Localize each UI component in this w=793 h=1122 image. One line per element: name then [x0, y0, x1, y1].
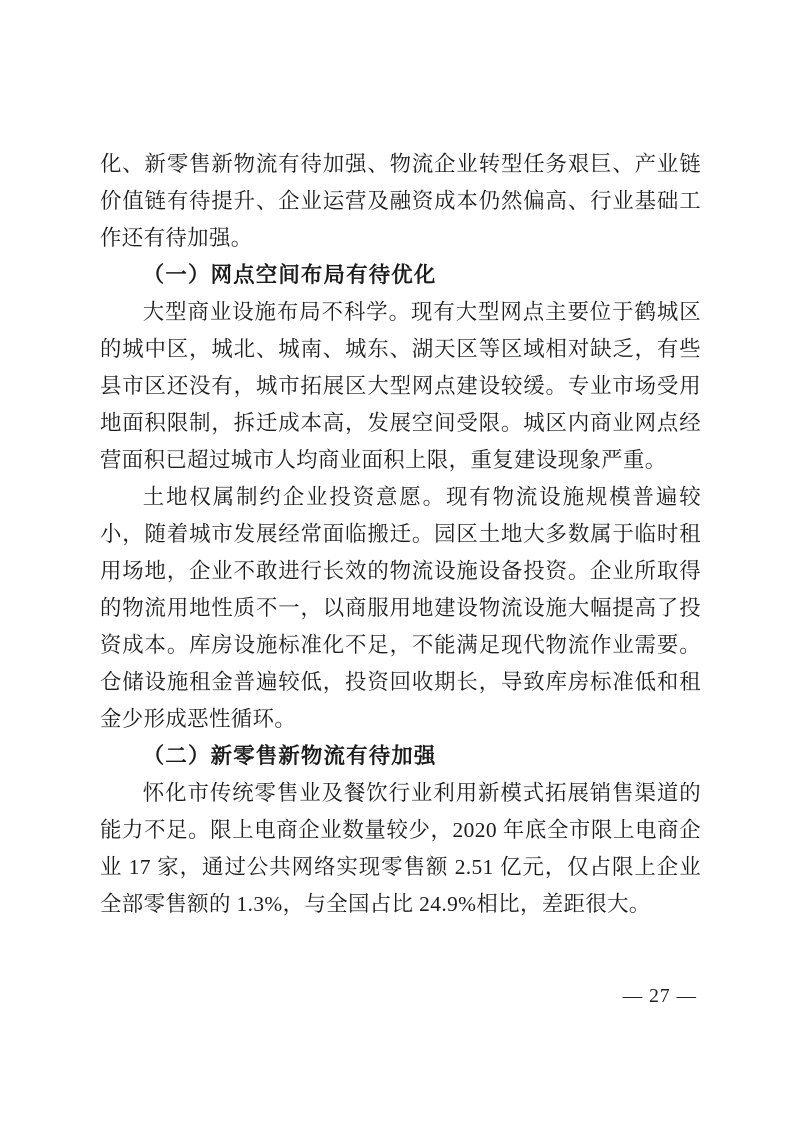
paragraph-land-ownership: 土地权属制约企业投资意愿。现有物流设施规模普遍较小，随着城市发展经常面临搬迁。园区土地大多数属于临时租用场地，企业不敢进行长效的物流设施设备投资。企业所取得的物流用地性质不一，以商服用地建设物流设施大幅提高了投资成本。库房设施标准化不足，不能满足现代物流作业需要。仓储设施租金普遍较低，投资回收期长，导致库房标准低和租金少形成恶性循环。	[100, 485, 701, 731]
page-number: — 27 —	[622, 986, 697, 1007]
paragraph-continuation: 化、新零售新物流有待加强、物流企业转型任务艰巨、产业链价值链有待提升、企业运营及融资成本仍然偏高、行业基础工作还有待加强。	[100, 152, 701, 250]
section-heading-1: （一）网点空间布局有待优化	[142, 263, 437, 287]
paragraph-network-layout: 大型商业设施布局不科学。现有大型网点主要位于鹤城区的城中区，城北、城南、城东、湖天区等区域相对缺乏，有些县市区还没有，城市拓展区大型网点建设较缓。专业市场受用地面积限制，拆迁成本高，发展空间受限。城区内商业网点经营面积已超过城市人均商业面积上限，重复建设现象严重。	[100, 300, 701, 472]
section-heading-2: （二）新零售新物流有待加强	[142, 744, 437, 768]
paragraph-new-retail: 怀化市传统零售业及餐饮行业利用新模式拓展销售渠道的能力不足。限上电商企业数量较少，2020 年底全市限上电商企业 17 家，通过公共网络实现零售额 2.51 亿元，仅占限上企业全部零售额的 1.3%，与全国占比 24.9%相比，差距很大。	[100, 781, 701, 916]
document-body	[100, 146, 701, 923]
